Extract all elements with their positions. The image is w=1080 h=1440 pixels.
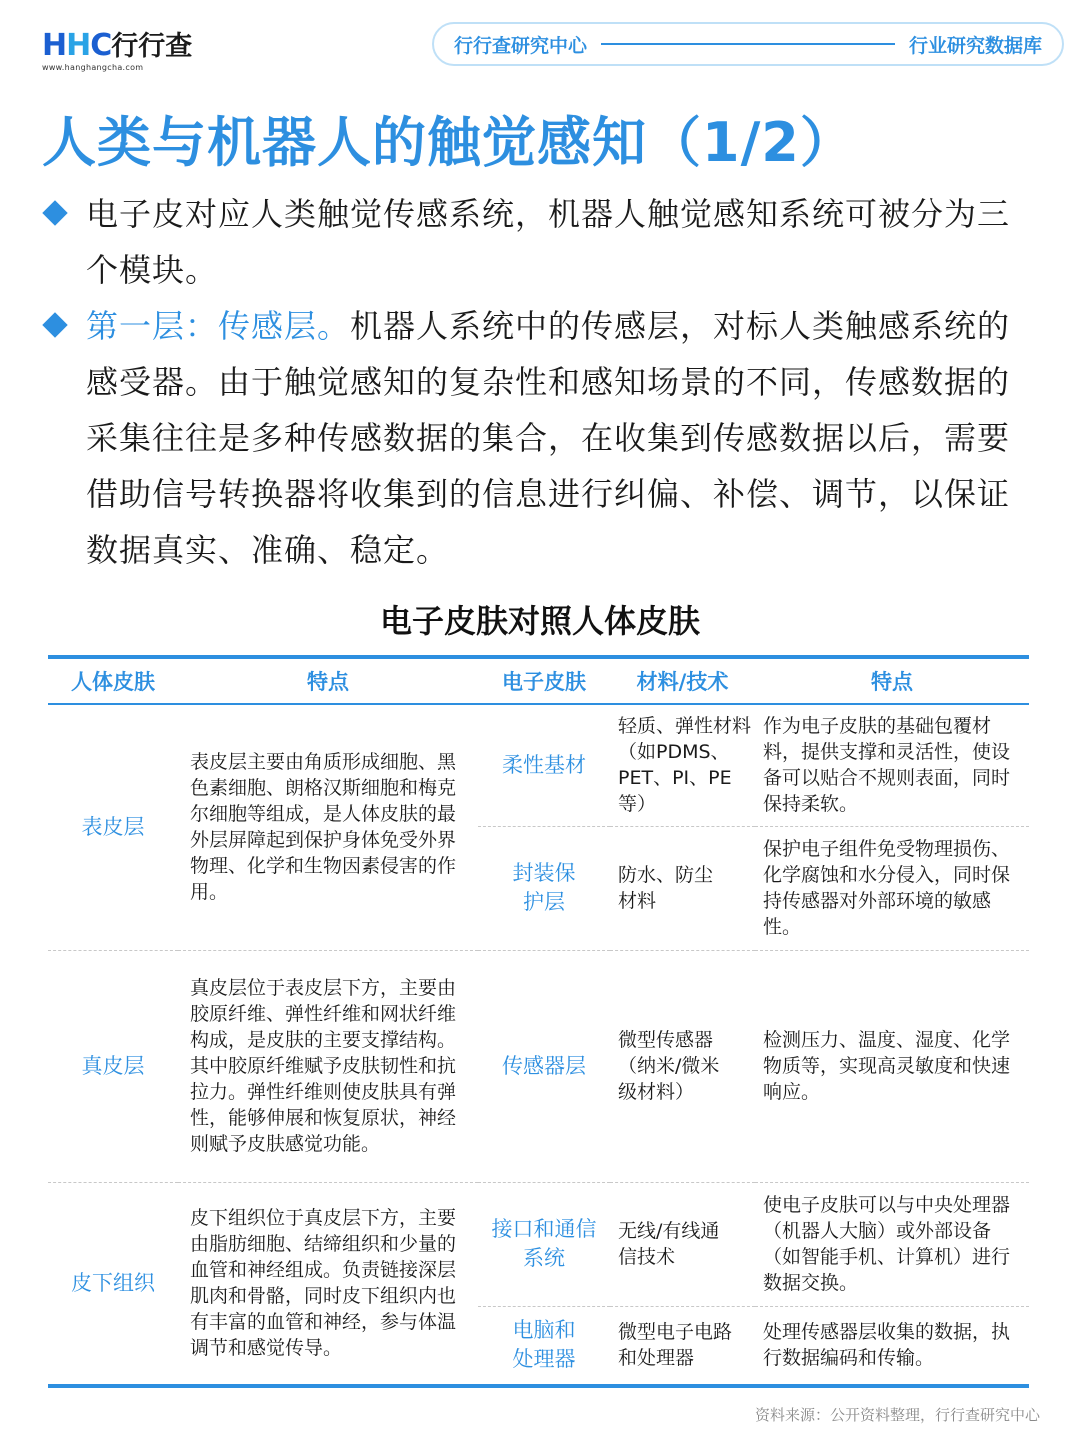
- logo-name: 行行查: [111, 31, 193, 62]
- header-right-label: 行业研究数据库: [908, 34, 1042, 57]
- material-text: 微型传感器（纳米/微米级材料）: [618, 1029, 720, 1103]
- material-cell: 轻质、弹性材料（如PDMS、PET、PI、PE等）: [610, 704, 755, 826]
- logo-letter-h1: H: [42, 28, 67, 63]
- bullet-2-text: 机器人系统中的传感层，对标人类触感系统的感受器。由于触觉感知的复杂性和感知场景的不同，传感数据的采集往往是多种传感数据的集合，在收集到传感数据以后，需要借助信号转换器将收集到的信息进行纠偏、补偿、调节，以保证数据真实、准确、稳定。: [86, 307, 1011, 569]
- header-human-skin: 人体皮肤: [48, 657, 178, 704]
- header-electronic-skin: 电子皮肤: [478, 657, 610, 704]
- electronic-layer-text: 电脑和处理器: [512, 1318, 576, 1372]
- human-layer-cell: 真皮层: [48, 950, 178, 1182]
- table-row: [48, 1182, 1029, 1306]
- electronic-feature-cell: 使电子皮肤可以与中央处理器（机器人大脑）或外部设备（如智能手机、计算机）进行数据交换。: [755, 1182, 1029, 1306]
- logo-url: www.hanghangcha.com: [42, 63, 144, 72]
- electronic-layer-cell: [478, 826, 610, 950]
- material-cell: [610, 950, 755, 1182]
- electronic-layer-cell: 传感器层: [478, 950, 610, 1182]
- material-cell: [610, 1306, 755, 1386]
- bullet-2-highlight: 第一层：传感层。: [86, 307, 351, 345]
- logo-letter-c: C: [90, 28, 112, 63]
- human-feature-cell: 皮下组织位于真皮层下方，主要由脂肪细胞、结缔组织和少量的血管和神经组成。负责链接深层肌肉和骨骼，同时皮下组织内也有丰富的血管和神经，参与体温调节和感觉传导。: [190, 1207, 457, 1360]
- logo-letter-h2: H: [66, 28, 91, 63]
- material-text: 无线/有线通信技术: [618, 1220, 720, 1268]
- material-text: 防水、防尘材料: [618, 864, 714, 912]
- page-title: 人类与机器人的触觉感知（1/2）: [42, 111, 855, 174]
- header-material: 材料/技术: [610, 657, 755, 704]
- bullet-item-2: [42, 298, 1042, 578]
- material-cell: [610, 826, 755, 950]
- header-human-feature: 特点: [178, 657, 478, 704]
- table-row: [48, 950, 1029, 1182]
- material-text: 微型电子电路和处理器: [618, 1321, 733, 1370]
- header-divider-line: [601, 43, 895, 45]
- electronic-layer-cell: [478, 1306, 610, 1386]
- table-title: 电子皮肤对照人体皮肤: [379, 602, 700, 640]
- header-electronic-feature: 特点: [755, 657, 1029, 704]
- human-layer-cell: 皮下组织: [71, 1271, 155, 1296]
- human-layer-cell: 表皮层: [48, 704, 178, 950]
- electronic-layer-cell: [478, 1182, 610, 1306]
- material-cell: [610, 1182, 755, 1306]
- header-banner: [432, 22, 1064, 66]
- diamond-bullet-icon: [42, 312, 67, 337]
- electronic-feature-cell: 保护电子组件免受物理损伤、化学腐蚀和水分侵入，同时保持传感器对外部环境的敏感性。: [755, 826, 1029, 950]
- human-feature-cell: 表皮层主要由角质形成细胞、黑色素细胞、朗格汉斯细胞和梅克尔细胞等组成，是人体皮肤的最外层屏障起到保护身体免受外界物理、化学和生物因素侵害的作用。: [178, 704, 478, 950]
- electronic-feature-cell: 作为电子皮肤的基础包覆材料，提供支撑和灵活性，使设备可以贴合不规则表面，同时保持柔软。: [755, 704, 1029, 826]
- logo-mark: [42, 30, 192, 63]
- logo: [42, 30, 192, 72]
- header-left-label: 行行查研究中心: [454, 34, 588, 57]
- bullet-1-text: 电子皮对应人类触觉传感系统，机器人触觉感知系统可被分为三个模块。: [86, 195, 1011, 289]
- electronic-layer-text: 封装保护层: [512, 861, 576, 914]
- electronic-layer-cell: [478, 704, 610, 826]
- electronic-feature-cell: 检测压力、温度、湿度、化学物质等，实现高灵敏度和快速响应。: [755, 950, 1029, 1182]
- table-header-row: [48, 657, 1029, 704]
- source-note: 资料来源：公开资料整理，行行查研究中心: [754, 1406, 1040, 1424]
- bullet-item-1: [42, 186, 1042, 298]
- table-row: [48, 704, 1029, 826]
- electronic-layer-text: 接口和通信系统: [491, 1217, 597, 1270]
- electronic-feature-cell: 处理传感器层收集的数据，执行数据编码和传输。: [763, 1321, 1011, 1370]
- comparison-table: [48, 655, 1029, 1388]
- electronic-layer-text: 柔性基材: [502, 752, 586, 777]
- human-feature-cell: 真皮层位于表皮层下方，主要由胶原纤维、弹性纤维和网状纤维构成，是皮肤的主要支撑结构。其中胶原纤维赋予皮肤韧性和抗拉力。弹性纤维则使皮肤具有弹性，能够伸展和恢复原状，神经则赋予皮肤感觉功能。: [178, 950, 478, 1182]
- bullet-list: [42, 186, 1042, 578]
- diamond-bullet-icon: [42, 200, 67, 225]
